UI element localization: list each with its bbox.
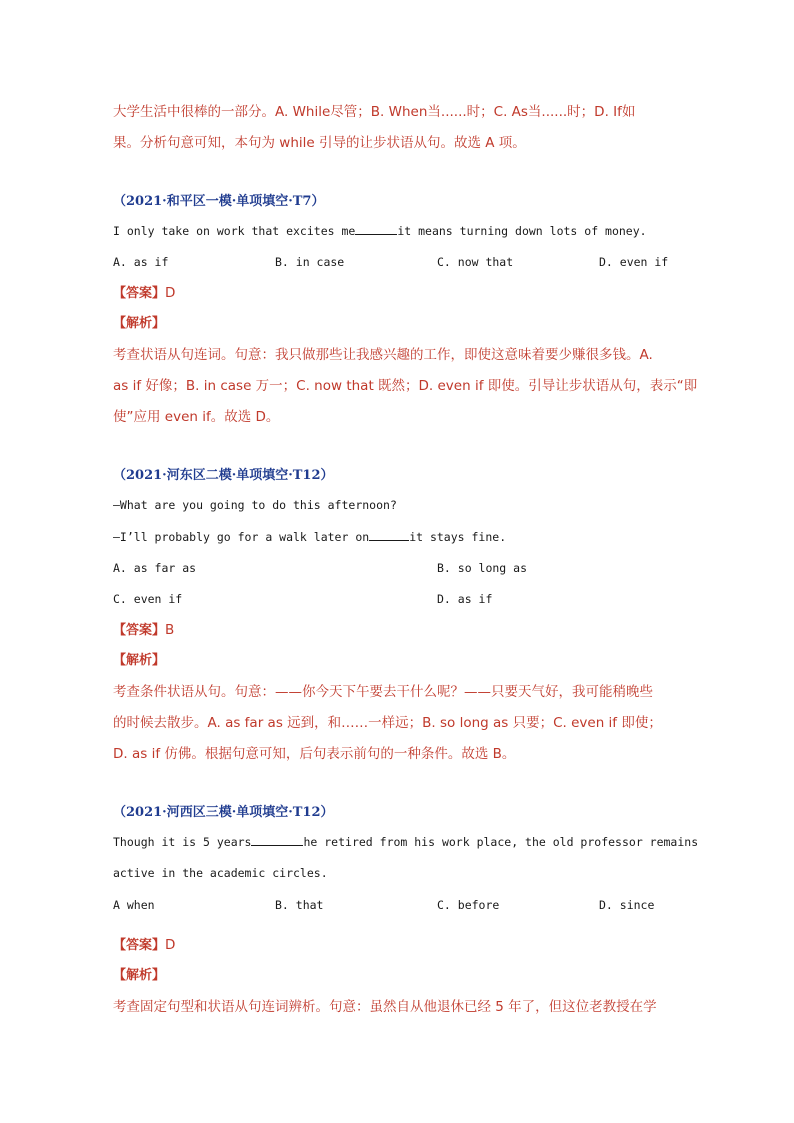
q3-option-a: A when [113,898,155,912]
q3-stem-line-2: active in the academic circles. [113,866,328,880]
q2-analysis-line-2: 的时候去散步。A. as far as 远到，和……一样远；B. so long as 只要；C. even if 即使； [113,715,662,731]
q3-stem [113,832,699,852]
q1-stem [113,221,683,241]
q2-line-1: —What are you going to do this afternoon? [113,498,397,512]
q2-answer-line [113,620,683,641]
q2-option-d: D. as if [437,592,493,606]
q1-stem-a: I only take on work that excites me [113,224,356,238]
q1-option-b: B. in case [275,255,345,269]
q1-source: （2021·和平区一模·单项填空·T7） [113,194,325,209]
q1-option-d: D. even if [599,255,669,269]
q2-analysis-label: 【解析】 [113,653,166,668]
q2-option-c: C. even if [113,592,183,606]
q2-option-b: B. so long as [437,561,528,575]
prev-explanation-line-2: 果。分析句意可知，本句为 while 引导的让步状语从句。故选 A 项。 [113,135,526,151]
q1-blank [355,223,397,235]
q2-analysis-line-3: D. as if 仿佛。根据句意可知，后句表示前句的一种条件。故选 B。 [113,746,516,762]
q3-blank [251,834,303,846]
q3-option-b: B. that [275,898,324,912]
q3-stem-a: Though it is 5 years [113,835,252,849]
q2-answer: B [165,622,175,638]
q1-analysis-line-2: as if 好像；B. in case 万一；C. now that 既然；D. even if 即使。引导让步状语从句，表示“即 [113,378,698,394]
q3-option-d: D. since [599,898,655,912]
q3-answer-label: 【答案】 [113,938,166,953]
q1-answer: D [165,285,176,301]
q1-analysis-line-1: 考查状语从句连词。句意：我只做那些让我感兴趣的工作，即使这意味着要少赚很多钱。A. [113,347,653,363]
q3-source: （2021·河西区三模·单项填空·T12） [113,805,334,820]
q1-answer-label: 【答案】 [113,286,166,301]
q2-line-2a: —I’ll probably go for a walk later on [113,530,370,544]
q3-analysis-label: 【解析】 [113,968,166,983]
q1-answer-line [113,283,683,304]
q3-stem-b: he retired from his work place, the old professor remains [303,835,699,849]
q1-analysis-line-3: 使”应用 even if。故选 D。 [113,409,280,425]
q2-line-2b: it stays fine. [409,530,507,544]
prev-explanation-cn: 大学生活中很棒的一部分。 [113,104,275,120]
q3-option-c: C. before [437,898,500,912]
q3-answer-line [113,935,683,956]
q2-blank [369,529,409,541]
prev-explanation-line-1 [113,102,683,122]
q3-analysis-line-1: 考查固定句型和状语从句连词辨析。句意：虽然自从他退休已经 5 年了，但这位老教授在学 [113,999,657,1015]
prev-explanation-options: A. While尽管；B. When当......时；C. As当......时；D. If如 [275,104,636,120]
q3-answer: D [165,937,176,953]
q2-answer-label: 【答案】 [113,623,166,638]
q2-line-2 [113,527,683,547]
q1-analysis-label: 【解析】 [113,316,166,331]
q2-option-a: A. as far as [113,561,197,575]
q2-source: （2021·河东区二模·单项填空·T12） [113,468,334,483]
q1-option-c: C. now that [437,255,514,269]
q2-analysis-line-1: 考查条件状语从句。句意：——你今天下午要去干什么呢？——只要天气好，我可能稍晚些 [113,684,653,700]
q1-stem-b: it means turning down lots of money. [397,224,647,238]
q1-option-a: A. as if [113,255,169,269]
